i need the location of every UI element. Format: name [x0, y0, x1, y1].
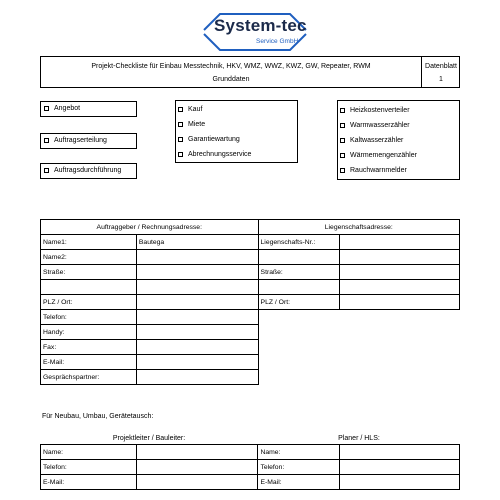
field-label	[258, 250, 340, 265]
sheet-number: 1	[439, 76, 443, 83]
field-value[interactable]	[136, 280, 258, 295]
device-label: Kaltwasserzähler	[350, 137, 404, 144]
address-table	[40, 219, 460, 385]
field-value[interactable]	[136, 460, 258, 475]
table-row	[41, 235, 460, 250]
table-row	[41, 265, 460, 280]
field-label: E-Mail:	[41, 475, 137, 490]
sheet-number-box	[421, 57, 461, 87]
field-value[interactable]	[136, 340, 258, 355]
field-value[interactable]	[340, 235, 460, 250]
checkbox-icon[interactable]	[178, 137, 183, 142]
device-label: Heizkostenverteiler	[350, 107, 410, 114]
logo-name: System-tec	[214, 16, 307, 35]
field-label: E-Mail:	[258, 475, 340, 490]
client-header: Auftraggeber / Rechnungsadresse:	[41, 220, 259, 235]
field-value[interactable]	[340, 445, 460, 460]
field-value[interactable]	[136, 475, 258, 490]
field-label: Straße:	[41, 265, 137, 280]
phase-option[interactable]	[44, 105, 80, 112]
table-row	[41, 475, 460, 490]
field-value[interactable]	[136, 295, 258, 310]
phase-label: Auftragserteilung	[54, 137, 107, 144]
table-row	[41, 340, 460, 355]
field-value[interactable]	[136, 325, 258, 340]
checkbox-icon[interactable]	[340, 138, 345, 143]
checkbox-icon[interactable]	[178, 152, 183, 157]
field-label	[41, 280, 137, 295]
project-table	[40, 444, 460, 490]
document-header	[40, 56, 460, 88]
device-option[interactable]	[340, 137, 403, 144]
field-label: Telefon:	[41, 460, 137, 475]
section-note: Für Neubau, Umbau, Gerätetausch:	[42, 413, 154, 420]
document-subtitle: Grunddaten	[212, 76, 250, 83]
table-row	[41, 250, 460, 265]
field-value[interactable]	[136, 355, 258, 370]
device-label: Warmwasserzähler	[350, 122, 410, 129]
field-value[interactable]	[136, 265, 258, 280]
table-row	[41, 325, 460, 340]
checkbox-icon[interactable]	[178, 107, 183, 112]
field-value[interactable]	[136, 250, 258, 265]
field-value[interactable]	[136, 310, 258, 325]
phase-box-auftragserteilung	[40, 133, 137, 149]
field-value[interactable]	[340, 295, 460, 310]
field-label: Gesprächspartner:	[41, 370, 137, 385]
checkbox-icon[interactable]	[340, 168, 345, 173]
contract-label: Garantiewartung	[188, 136, 240, 143]
contract-option[interactable]	[178, 136, 240, 143]
field-label: Telefon:	[41, 310, 137, 325]
field-label: PLZ / Ort:	[258, 295, 340, 310]
phase-box-auftragsdurchfuehrung	[40, 163, 137, 179]
sheet-label: Datenblatt	[425, 63, 457, 70]
field-value[interactable]	[340, 250, 460, 265]
field-value[interactable]: Bautega	[136, 235, 258, 250]
contract-options-box	[175, 100, 298, 163]
field-value[interactable]	[136, 445, 258, 460]
device-option[interactable]	[340, 167, 407, 174]
header-main	[41, 57, 422, 87]
checkbox-icon[interactable]	[340, 108, 345, 113]
contract-label: Kauf	[188, 106, 203, 113]
phase-label: Auftragsdurchführung	[54, 167, 122, 174]
device-option[interactable]	[340, 122, 410, 129]
contract-option[interactable]	[178, 151, 251, 158]
field-value[interactable]	[340, 280, 460, 295]
company-logo	[200, 12, 310, 52]
field-label: Name:	[258, 445, 340, 460]
field-value[interactable]	[136, 370, 258, 385]
field-label: E-Mail:	[41, 355, 137, 370]
checkbox-icon[interactable]	[44, 106, 49, 111]
device-option[interactable]	[340, 107, 410, 114]
field-label: Telefon:	[258, 460, 340, 475]
phase-option[interactable]	[44, 167, 121, 174]
checkbox-icon[interactable]	[44, 138, 49, 143]
checkbox-icon[interactable]	[44, 168, 49, 173]
field-label: Name2:	[41, 250, 137, 265]
field-label: Name:	[41, 445, 137, 460]
phase-option[interactable]	[44, 137, 107, 144]
field-label: Straße:	[258, 265, 340, 280]
contract-label: Miete	[188, 121, 206, 128]
table-row	[41, 460, 460, 475]
contract-option[interactable]	[178, 121, 205, 128]
project-lead-header: Projektleiter / Bauleiter:	[112, 435, 186, 442]
field-value[interactable]	[340, 475, 460, 490]
field-label: Handy:	[41, 325, 137, 340]
table-row	[41, 370, 460, 385]
table-row	[41, 445, 460, 460]
field-label: PLZ / Ort:	[41, 295, 137, 310]
device-label: Rauchwarnmelder	[350, 167, 407, 174]
field-value[interactable]	[340, 460, 460, 475]
document-title: Projekt-Checkliste für Einbau Messtechnik, HKV, WMZ, WWZ, KWZ, GW, Repeater, RWM	[91, 63, 371, 70]
table-row	[41, 355, 460, 370]
property-header: Liegenschaftsadresse:	[258, 220, 459, 235]
logo-subtitle: Service GmbH	[256, 38, 299, 45]
device-options-box	[337, 100, 460, 180]
checkbox-icon[interactable]	[340, 123, 345, 128]
field-label: Fax:	[41, 340, 137, 355]
table-row	[41, 280, 460, 295]
device-label: Wärmemengenzähler	[350, 152, 417, 159]
field-label: Liegenschafts-Nr.:	[258, 235, 340, 250]
phase-label: Angebot	[54, 105, 81, 112]
table-row	[41, 295, 460, 310]
checkbox-icon[interactable]	[178, 122, 183, 127]
contract-label: Abrechnungsservice	[188, 151, 252, 158]
field-value[interactable]	[340, 265, 460, 280]
contract-option[interactable]	[178, 106, 202, 113]
device-option[interactable]	[340, 152, 417, 159]
checkbox-icon[interactable]	[340, 153, 345, 158]
planner-header: Planer / HLS:	[338, 435, 380, 442]
table-row	[41, 310, 460, 325]
phase-box-angebot	[40, 101, 137, 117]
field-label	[258, 280, 340, 295]
field-label: Name1:	[41, 235, 137, 250]
